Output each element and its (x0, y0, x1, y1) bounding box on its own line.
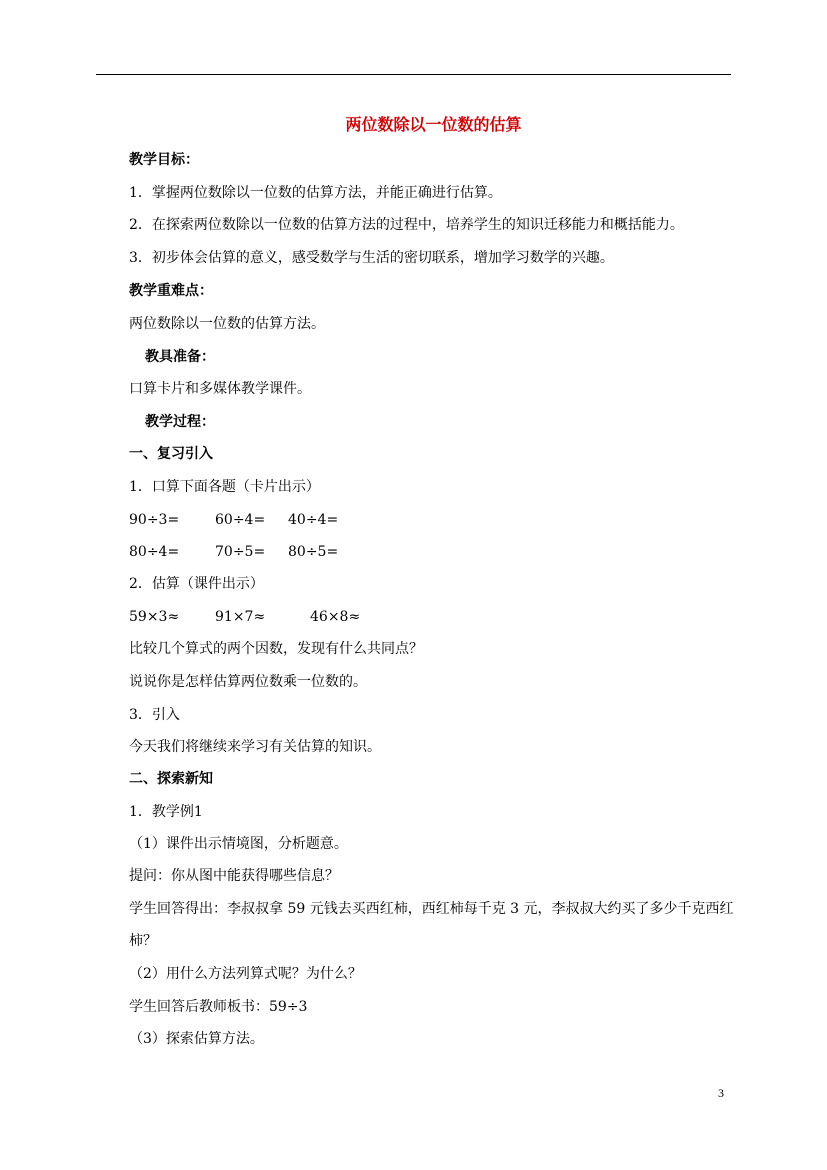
intro-text: 今天我们将继续来学习有关估算的知识。 (129, 739, 381, 755)
expr: 90÷3= (129, 512, 180, 528)
board-text: 学生回答后教师板书：59÷3 (129, 999, 308, 1015)
goal-3: 3．初步体会估算的意义，感受数学与生活的密切联系，增加学习数学的兴趣。 (129, 250, 614, 266)
document-title: 两位数除以一位数的估算 (345, 115, 522, 134)
goal-2: 2．在探索两位数除以一位数的估算方法的过程中，培养学生的知识迁移能力和概括能力。 (129, 217, 684, 233)
tools-text: 口算卡片和多媒体教学课件。 (129, 381, 311, 397)
expr: 60÷4= (215, 512, 266, 528)
goals-heading: 教学目标： (129, 152, 199, 168)
expr: 91×7≈ (215, 609, 266, 625)
step-1: （1）课件出示情境图，分析题意。 (129, 836, 348, 852)
item-3: 3．引入 (129, 707, 180, 723)
item-1: 1．口算下面各题（卡片出示） (129, 479, 320, 495)
answer-text: 学生回答得出：李叔叔拿 59 元钱去买西红柿，西红柿每千克 3 元，李叔叔大约买了多少千克西红柿？ (129, 901, 734, 949)
step-3: （3）探索估算方法。 (129, 1031, 264, 1047)
section-1-heading: 一、复习引入 (129, 446, 213, 462)
expr: 59×3≈ (129, 609, 180, 625)
goal-1: 1．掌握两位数除以一位数的估算方法，并能正确进行估算。 (129, 185, 502, 201)
step-2: （2）用什么方法列算式呢？为什么？ (129, 966, 362, 982)
expr: 40÷4= (288, 512, 339, 528)
estimate-row (129, 607, 360, 627)
expr: 80÷4= (129, 544, 180, 560)
page-number: 3 (718, 1086, 724, 1100)
expr: 70÷5= (215, 544, 266, 560)
header-rule (96, 74, 731, 75)
example-heading: 1．教学例1 (129, 804, 203, 820)
section-2-heading: 二、探索新知 (129, 771, 213, 787)
explain-prompt: 说说你是怎样估算两位数乘一位数的。 (129, 674, 367, 690)
key-heading: 教学重难点： (129, 283, 213, 299)
question-text: 提问：你从图中能获得哪些信息？ (129, 868, 339, 884)
oral-row-2 (129, 542, 338, 562)
process-heading: 教学过程： (145, 414, 215, 430)
oral-row-1 (129, 510, 338, 530)
expr: 46×8≈ (310, 609, 361, 625)
tools-heading: 教具准备： (145, 349, 215, 365)
item-2: 2．估算（课件出示） (129, 576, 264, 592)
expr: 80÷5= (288, 544, 339, 560)
key-text: 两位数除以一位数的估算方法。 (129, 316, 325, 332)
compare-question: 比较几个算式的两个因数，发现有什么共同点？ (129, 641, 423, 657)
